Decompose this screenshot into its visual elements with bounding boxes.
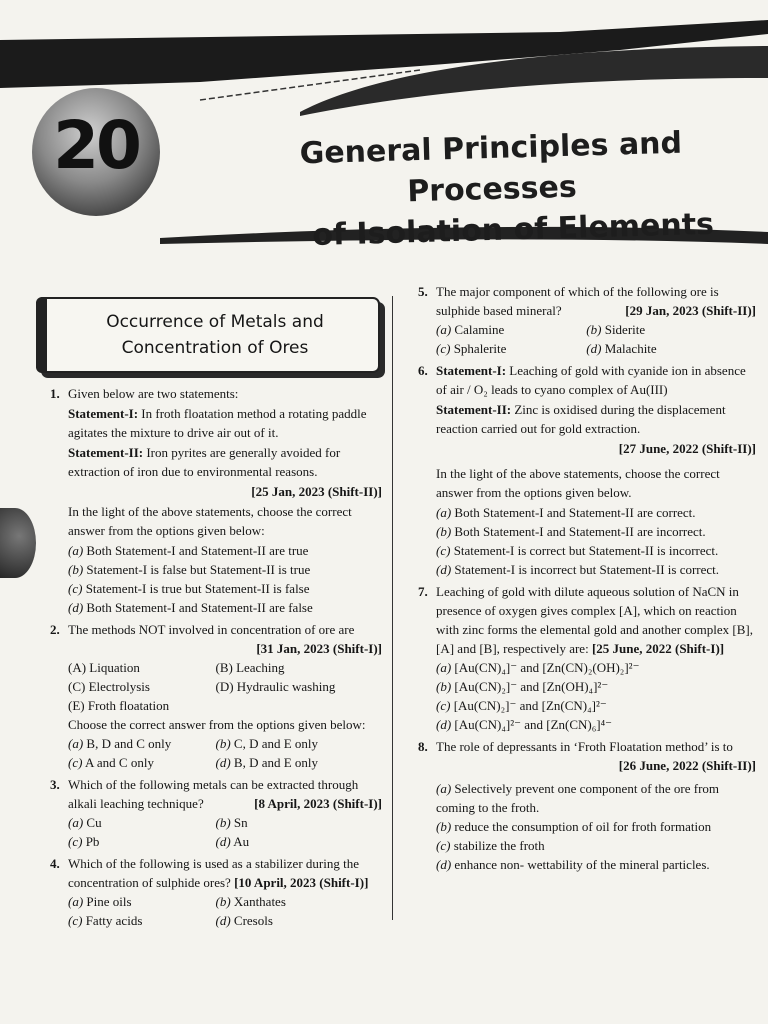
option-a[interactable]: (a) Selectively prevent one component of the ore from coming to the froth. — [436, 781, 720, 815]
chapter-title — [220, 120, 763, 258]
question-1 — [50, 384, 382, 617]
question-number: 7. — [418, 584, 428, 599]
right-column — [418, 282, 756, 877]
option-b[interactable]: (b) Sn — [215, 815, 248, 830]
question-number: 3. — [50, 777, 60, 792]
option-c[interactable]: (c) Fatty acids — [68, 913, 143, 928]
statement-label: Statement-II: — [436, 402, 512, 417]
question-source: [10 April, 2023 (Shift-I)] — [234, 875, 369, 890]
statement-text: In froth floatation method a rotating paddle agitates the mixture to drive air out of it. — [68, 406, 367, 440]
question-prompt: In the light of the above statements, choose the correct answer from the options given below. — [436, 466, 720, 500]
question-text: The major component of which of the following ore is sulphide based mineral? — [436, 284, 719, 318]
option-b[interactable]: (b) [Au(CN)₂]⁻ and [Zn(OH)₄]²⁻ — [436, 679, 609, 694]
list-item: (B) Leaching — [215, 660, 285, 675]
statement-label: Statement-II: — [68, 445, 144, 460]
question-source: [25 Jan, 2023 (Shift-II)] — [251, 484, 382, 499]
option-d[interactable]: (d) enhance non- wettability of the mineral particles. — [436, 857, 710, 872]
option-c[interactable]: (c) Statement-I is true but Statement-II is false — [68, 581, 310, 596]
option-c[interactable]: (c) Pb — [68, 834, 100, 849]
statement-label: Statement-I: — [68, 406, 139, 421]
option-b[interactable]: (b) Both Statement-I and Statement-II are incorrect. — [436, 524, 706, 539]
option-b[interactable]: (b) reduce the consumption of oil for froth formation — [436, 819, 712, 834]
statement-text: Leaching of gold with cyanide ion in absence of air / O₂ leads to cyano complex of Au(III) — [436, 363, 746, 397]
option-d[interactable]: (d) Cresols — [215, 913, 273, 928]
option-b[interactable]: (b) Statement-I is false but Statement-II is true — [68, 562, 311, 577]
option-c[interactable]: (c) stabilize the froth — [436, 838, 545, 853]
question-source: [29 Jan, 2023 (Shift-II)] — [625, 303, 756, 318]
left-column — [50, 384, 382, 933]
question-source: [25 June, 2022 (Shift-I)] — [591, 641, 725, 656]
chapter-number: 20 — [53, 107, 139, 184]
question-number: 6. — [418, 363, 428, 378]
question-intro: Given below are two statements: — [68, 386, 239, 401]
option-a[interactable]: (a) Cu — [68, 815, 102, 830]
option-a[interactable]: (a) Both Statement-I and Statement-II are correct. — [436, 505, 696, 520]
question-source: [27 June, 2022 (Shift-II)] — [618, 441, 756, 456]
list-item: (D) Hydraulic washing — [215, 679, 336, 694]
question-source: [8 April, 2023 (Shift-I)] — [254, 796, 382, 811]
option-a[interactable]: (a) Pine oils — [68, 894, 132, 909]
statement-label: Statement-I: — [436, 363, 507, 378]
question-7 — [418, 582, 756, 734]
question-prompt: Choose the correct answer from the options given below: — [68, 717, 366, 732]
question-number: 5. — [418, 284, 428, 299]
question-number: 2. — [50, 622, 60, 637]
question-source: [26 June, 2022 (Shift-II)] — [618, 758, 756, 773]
option-c[interactable]: (c) [Au(CN)₂]⁻ and [Zn(CN)₄]²⁻ — [436, 698, 607, 713]
option-a[interactable]: (a) B, D and C only — [68, 736, 172, 751]
question-source: [31 Jan, 2023 (Shift-I)] — [256, 641, 382, 656]
list-item: (E) Froth floatation — [68, 698, 170, 713]
option-d[interactable]: (d) B, D and E only — [215, 755, 319, 770]
section-heading-line1: Occurrence of Metals and — [106, 312, 324, 332]
option-d[interactable]: (d) [Au(CN)₄]²⁻ and [Zn(CN)₆]⁴⁻ — [436, 717, 612, 732]
question-8 — [418, 737, 756, 874]
option-b[interactable]: (b) C, D and E only — [215, 736, 319, 751]
option-c[interactable]: (c) Sphalerite — [436, 341, 507, 356]
list-item: (C) Electrolysis — [68, 679, 150, 694]
list-item: (A) Liquation — [68, 660, 140, 675]
option-a[interactable]: (a) Calamine — [436, 322, 505, 337]
statement-text: Zinc is oxidised during the displacement reaction carried out for gold extraction. — [436, 402, 726, 436]
statement-text: Iron pyrites are generally avoided for extraction of iron due to environmental reasons. — [68, 445, 341, 479]
option-a[interactable]: (a) [Au(CN)₄]⁻ and [Zn(CN)₂(OH)₂]²⁻ — [436, 660, 640, 675]
option-c[interactable]: (c) Statement-I is correct but Statement-II is incorrect. — [436, 543, 719, 558]
question-number: 4. — [50, 856, 60, 871]
option-b[interactable]: (b) Xanthates — [215, 894, 286, 909]
chapter-title-line1: General Principles and Processes — [299, 125, 683, 210]
question-text: The role of depressants in ‘Froth Floatation method’ is to — [436, 739, 733, 754]
question-2 — [50, 620, 382, 772]
option-d[interactable]: (d) Both Statement-I and Statement-II are false — [68, 600, 313, 615]
option-d[interactable]: (d) Malachite — [586, 341, 657, 356]
option-a[interactable]: (a) Both Statement-I and Statement-II are true — [68, 543, 309, 558]
question-number: 1. — [50, 386, 60, 401]
question-prompt: In the light of the above statements, choose the correct answer from the options given below: — [68, 504, 352, 538]
question-5 — [418, 282, 756, 358]
option-c[interactable]: (c) A and C only — [68, 755, 154, 770]
question-text: The methods NOT involved in concentration of ore are — [68, 622, 355, 637]
option-b[interactable]: (b) Siderite — [586, 322, 646, 337]
question-number: 8. — [418, 739, 428, 754]
option-d[interactable]: (d) Au — [215, 834, 250, 849]
question-text: Which of the following is used as a stabilizer during the concentration of sulphide ores? — [68, 856, 359, 890]
question-3 — [50, 775, 382, 851]
section-box-bar — [36, 297, 47, 373]
question-text: Which of the following metals can be extracted through alkali leaching technique? — [68, 777, 359, 811]
question-4 — [50, 854, 382, 930]
column-divider — [392, 296, 393, 920]
section-heading-line2: Concentration of Ores — [121, 338, 309, 358]
question-6 — [418, 361, 756, 579]
option-d[interactable]: (d) Statement-I is incorrect but Statement-II is correct. — [436, 562, 720, 577]
margin-thumb-mark — [0, 508, 36, 578]
section-heading-box — [36, 297, 380, 373]
chapter-title-line2: of Isolation of Elements — [311, 206, 715, 254]
question-text: Leaching of gold with dilute aqueous solution of NaCN in presence of oxygen gives complex [A], which on reaction with zinc forms the elemental gold and another complex [B], [A] and [B], respectively are: — [436, 584, 753, 656]
